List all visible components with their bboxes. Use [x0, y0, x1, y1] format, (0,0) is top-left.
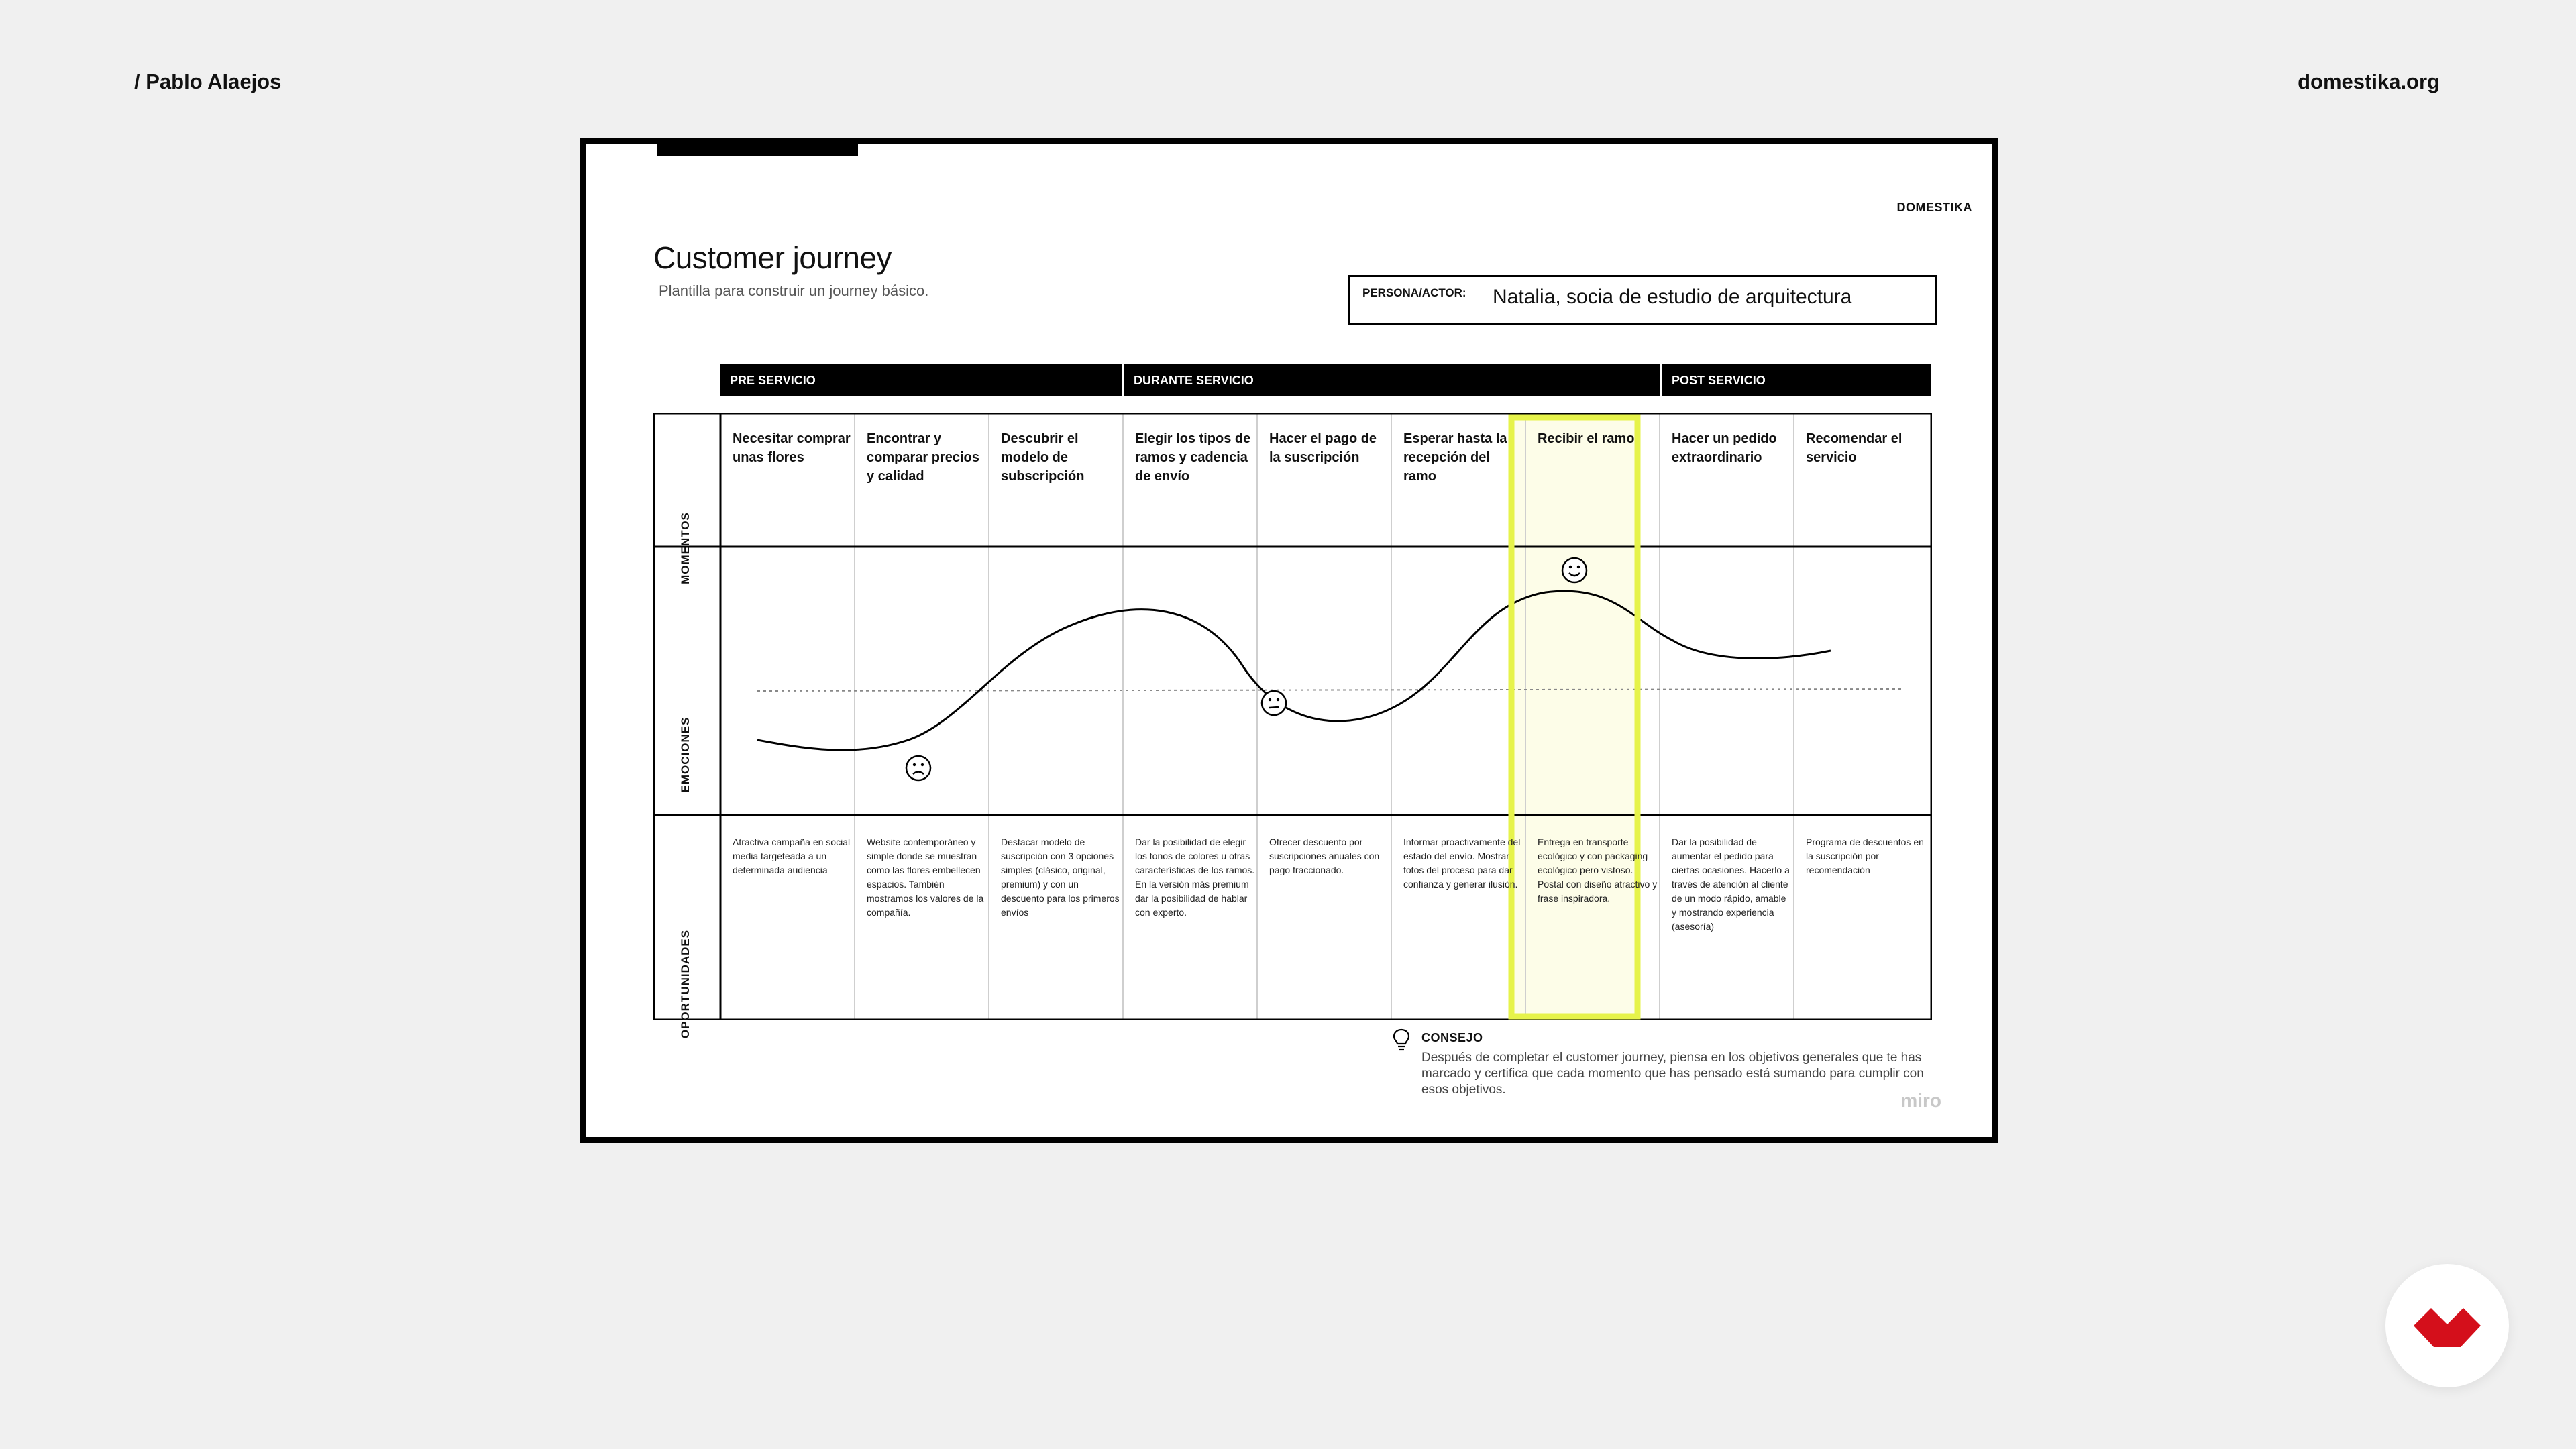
site-url[interactable]: domestika.org: [2298, 70, 2440, 93]
miro-watermark: miro: [1900, 1090, 1941, 1111]
journey-board: [580, 138, 1998, 1143]
opportunity-8: Dar la posibilidad de aumentar el pedido para ciertas ocasiones. Hacerlo a través de atención al cliente de un modo rápido, amable y mostrando experiencia (asesoría): [1672, 837, 1790, 932]
phase-durante-servicio: DURANTE SERVICIO: [1124, 364, 1660, 396]
moment-5: Hacer el pago de la suscripción: [1269, 431, 1377, 465]
persona-label: PERSONA/ACTOR:: [1362, 286, 1466, 299]
opportunity-9: Programa de descuentos en la suscripción por recomendación: [1806, 837, 1924, 875]
board-subtitle: Plantilla para construir un journey básico.: [659, 282, 929, 299]
moment-8: Hacer un pedido extraordinario: [1672, 431, 1777, 465]
board-title: Customer journey: [653, 240, 892, 275]
moment-9: Recomendar el servicio: [1806, 431, 1902, 465]
opportunity-7: Entrega en transporte ecológico y con packaging ecológico pero vistoso. Postal con diseño atractivo y frase inspiradora.: [1538, 837, 1658, 904]
moment-1: Necesitar comprar unas flores: [733, 431, 851, 465]
emotion-curve: [757, 591, 1831, 750]
tip-title: CONSEJO: [1421, 1031, 1483, 1044]
column-separators: [855, 413, 1794, 1020]
highlight-column-fill: [1509, 415, 1640, 1018]
domestika-logo-icon: [2385, 1264, 2509, 1387]
opportunity-1: Atractiva campaña en social media targeteada a un determinada audiencia: [733, 837, 851, 875]
lightbulb-icon: [1391, 1028, 1411, 1052]
moment-7: Recibir el ramo: [1538, 431, 1635, 446]
row-label-emociones: EMOCIONES: [679, 716, 692, 793]
row-label-oportunidades: OPORTUNIDADES: [679, 929, 692, 1039]
moment-6: Esperar hasta la recepción del ramo: [1403, 431, 1507, 484]
tip-text: Después de completar el customer journey, piensa en los objetivos generales que te has marcado y certifica que cada momento que has pensado está sumando para cumplir con esos objetivos.: [1421, 1051, 1924, 1097]
opportunity-2: Website contemporáneo y simple donde se muestran como las flores embellecen espacios. También mostramos los valores de la compañía.: [867, 837, 984, 918]
phase-post-servicio: POST SERVICIO: [1662, 364, 1931, 396]
persona-field[interactable]: [1348, 275, 1937, 325]
domestika-wordmark: DOMESTIKA: [1896, 201, 1972, 214]
domestika-logo-button[interactable]: [2385, 1264, 2509, 1387]
sad-face-icon: [906, 756, 930, 780]
moment-4: Elegir los tipos de ramos y cadencia de envío: [1135, 431, 1251, 484]
opportunity-5: Ofrecer descuento por suscripciones anuales con pago fraccionado.: [1269, 837, 1380, 875]
happy-face-icon: [1562, 558, 1587, 582]
neutral-baseline: [757, 689, 1901, 691]
opportunity-3: Destacar modelo de suscripción con 3 opciones simples (clásico, original, premium) y con un descuento para los primeros envíos: [1001, 837, 1120, 918]
board-tab-bar: [657, 144, 858, 156]
phase-pre-servicio: PRE SERVICIO: [720, 364, 1122, 396]
persona-value: Natalia, socia de estudio de arquitectura: [1493, 286, 1852, 308]
author-name: / Pablo Alaejos: [134, 70, 282, 93]
opportunity-6: Informar proactivamente del estado del envío. Mostrar fotos del proceso para dar confianza y generar ilusión.: [1403, 837, 1521, 890]
row-label-momentos: MOMENTOS: [679, 512, 692, 584]
moment-2: Encontrar y comparar precios y calidad: [867, 431, 979, 484]
moment-3: Descubrir el modelo de subscripción: [1001, 431, 1085, 484]
opportunity-4: Dar la posibilidad de elegir los tonos de colores u otras características de los ramos. En la versión más premium dar la posibilidad de hablar con experto.: [1135, 837, 1255, 918]
neutral-face-icon: [1262, 691, 1286, 715]
